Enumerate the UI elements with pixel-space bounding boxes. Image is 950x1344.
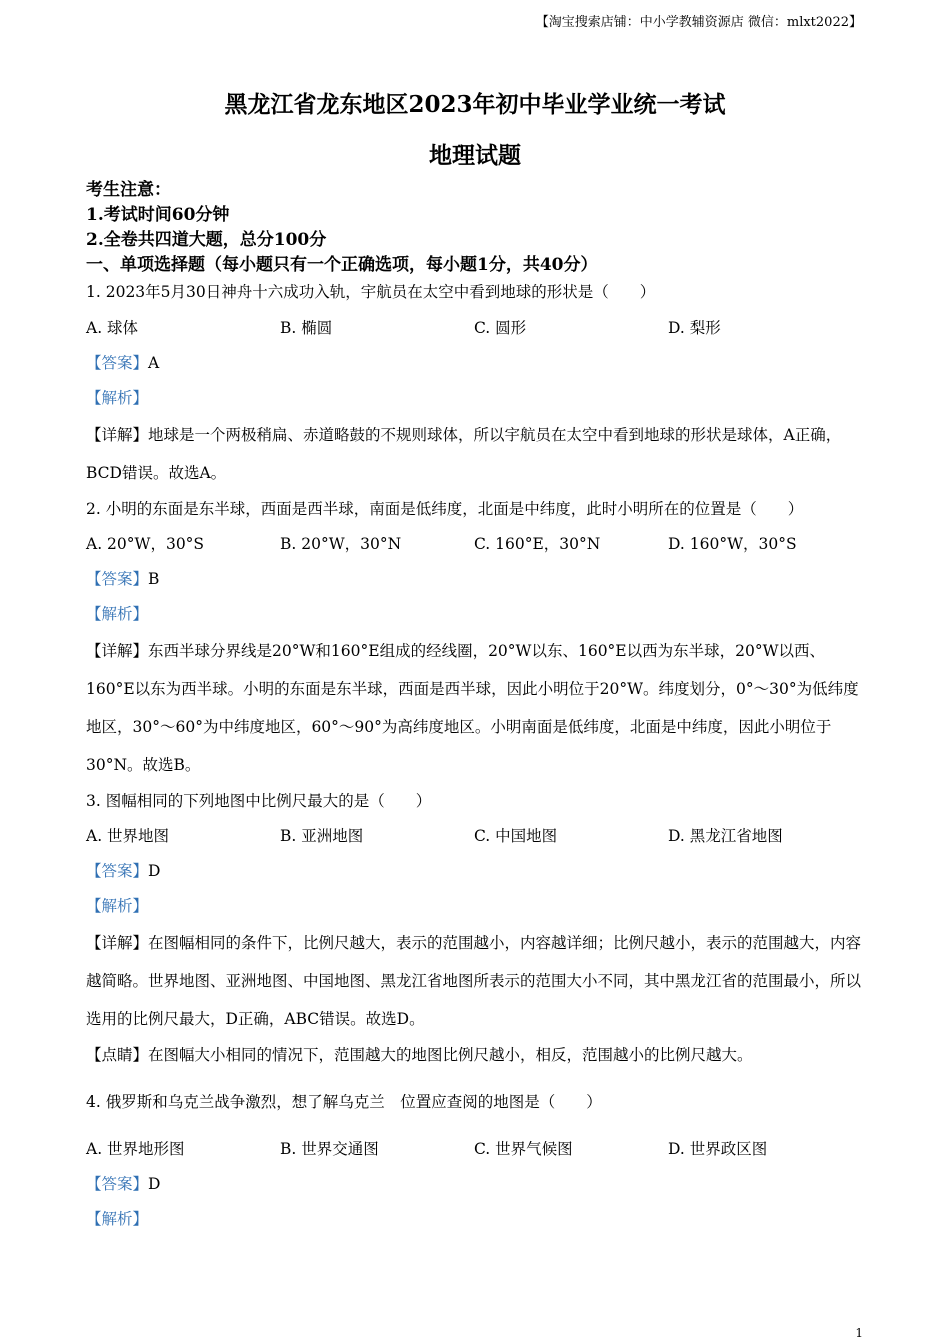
answer-value: A <box>148 354 160 372</box>
option-b: B. 世界交通图 <box>280 1140 379 1158</box>
option-a: A. 20°W，30°S <box>86 535 205 553</box>
detail-paragraph <box>86 924 866 1038</box>
exam-subtitle: 地理试题 <box>429 142 521 169</box>
analysis-label: 【解析】 <box>86 1210 149 1228</box>
notice-item-time: 1.考试时间60分钟 <box>86 205 230 225</box>
notice-heading: 考生注意： <box>86 180 171 200</box>
question-stem: 3. 图幅相同的下列地图中比例尺最大的是（ ） <box>86 792 432 810</box>
answer-value: D <box>148 1175 161 1193</box>
option-d: D. 黑龙江省地图 <box>668 827 783 845</box>
point-text: 在图幅大小相同的情况下，范围越大的地图比例尺越小，相反，范围越小的比例尺越大。 <box>148 1046 753 1064</box>
detail-label: 【详解】 <box>86 934 149 952</box>
answer-label: 【答案】 <box>86 354 149 372</box>
header-note: 【淘宝搜索店铺：中小学教辅资源店 微信：mlxt2022】 <box>535 15 862 30</box>
analysis-label: 【解析】 <box>86 389 149 407</box>
point-paragraph <box>86 1038 866 1073</box>
option-c: C. 世界气候图 <box>474 1140 573 1158</box>
option-c: C. 圆形 <box>474 319 527 337</box>
detail-text: 东西半球分界线是20°W和160°E组成的经线圈，20°W以东、160°E以西为东半球，20°W以西、160°E以东为西半球。小明的东面是东半球，西面是西半球，因此小明位于20°W。纬度划分，0°～30°为低纬度地区，30°～60°为中纬度地区，60°～90°为高纬度地区。小明南面是低纬度，北面是中纬度，因此小明位于30°N。故选B。 <box>86 642 859 774</box>
question-options <box>86 527 866 562</box>
answer-value: B <box>148 570 160 588</box>
question-stem: 1. 2023年5月30日神舟十六成功入轨，宇航员在太空中看到地球的形状是（ ） <box>86 283 656 301</box>
question-stem: 4. 俄罗斯和乌克兰战争激烈，想了解乌克兰 位置应查阅的地图是（ ） <box>86 1093 602 1111</box>
notice-item-score: 2.全卷共四道大题，总分100分 <box>86 230 327 250</box>
question-options <box>86 819 866 854</box>
option-c: C. 中国地图 <box>474 827 558 845</box>
answer-label: 【答案】 <box>86 1175 149 1193</box>
question-options <box>86 1132 866 1167</box>
detail-label: 【详解】 <box>86 426 149 444</box>
point-label: 【点睛】 <box>86 1046 149 1064</box>
option-b: B. 亚洲地图 <box>280 827 364 845</box>
option-d: D. 梨形 <box>668 319 721 337</box>
analysis-label: 【解析】 <box>86 605 149 623</box>
spacer <box>86 1073 866 1085</box>
detail-paragraph <box>86 416 866 492</box>
answer-value: D <box>148 862 161 880</box>
analysis-line <box>86 381 866 416</box>
question-stem: 2. 小明的东面是东半球，西面是西半球，南面是低纬度，北面是中纬度，此时小明所在的位置是（ ） <box>86 500 804 518</box>
option-a: A. 世界地图 <box>86 827 170 845</box>
option-a: A. 球体 <box>86 319 139 337</box>
answer-label: 【答案】 <box>86 862 149 880</box>
spacer <box>86 1120 866 1132</box>
detail-paragraph <box>86 632 866 784</box>
detail-text: 在图幅相同的条件下，比例尺越大，表示的范围越小，内容越详细；比例尺越小，表示的范围越大，内容越简略。世界地图、亚洲地图、中国地图、黑龙江省地图所表示的范围大小不同，其中黑龙江省的范围最小，所以选用的比例尺最大，D正确，ABC错误。故选D。 <box>86 934 862 1028</box>
option-b: B. 椭圆 <box>280 319 333 337</box>
answer-label: 【答案】 <box>86 570 149 588</box>
answer-line <box>86 346 866 381</box>
answer-line <box>86 854 866 889</box>
analysis-line <box>86 597 866 632</box>
analysis-line <box>86 1202 866 1237</box>
section-title: 一、单项选择题（每小题只有一个正确选项，每小题1分，共40分） <box>86 255 598 275</box>
option-d: D. 160°W，30°S <box>668 535 797 553</box>
analysis-line <box>86 889 866 924</box>
exam-title: 黑龙江省龙东地区2023年初中毕业学业统一考试 <box>224 91 726 118</box>
page-content <box>86 178 866 1237</box>
detail-label: 【详解】 <box>86 642 149 660</box>
question-options <box>86 311 866 346</box>
answer-line <box>86 562 866 597</box>
option-b: B. 20°W，30°N <box>280 535 402 553</box>
detail-text: 地球是一个两极稍扁、赤道略鼓的不规则球体，所以宇航员在太空中看到地球的形状是球体，A正确，BCD错误。故选A。 <box>86 426 842 482</box>
analysis-label: 【解析】 <box>86 897 149 915</box>
answer-line <box>86 1167 866 1202</box>
option-d: D. 世界政区图 <box>668 1140 768 1158</box>
page-number: 1 <box>855 1326 863 1340</box>
option-a: A. 世界地形图 <box>86 1140 185 1158</box>
option-c: C. 160°E，30°N <box>474 535 601 553</box>
